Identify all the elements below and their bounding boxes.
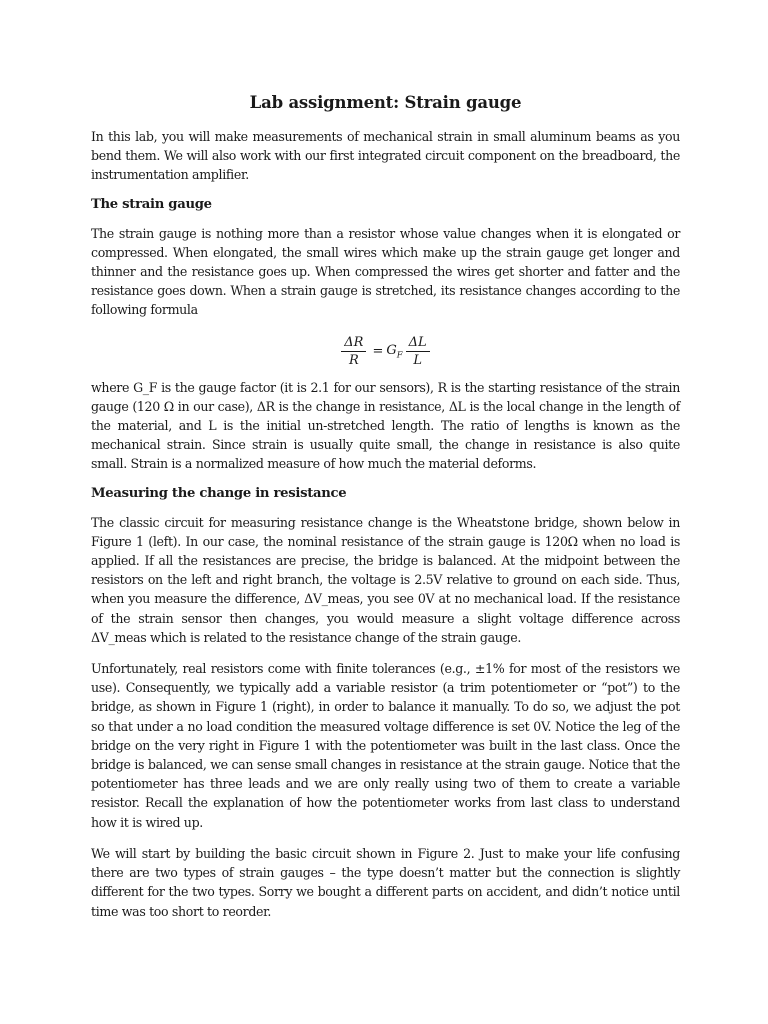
basic-circuit-paragraph: We will start by building the basic circuit shown in Figure 2. Just to make your life confusing there are two types of strain gauges – the type doesn’t matter but the connection is slightly different for the two types. Sorry we bought a different parts on accident, and didn’t notice until time was too short to reorder. (91, 845, 680, 919)
formula-lhs-denominator: R (348, 353, 359, 369)
formula-gauge-factor-symbol: G (386, 342, 397, 358)
gauge-factor-formula (91, 332, 680, 372)
formula-rhs-numerator: ΔL (406, 335, 430, 352)
gauge-factor-explanation-paragraph: where G_F is the gauge factor (it is 2.1 for our sensors), R is the starting resistance of the strain gauge (120 Ω in our case), ΔR is the change in resistance, ΔL is the local change in the length of the material, and L is the initial un-stretched length. The ratio of lengths is known as the mechanical strain. Since strain is usually quite small, the change in resistance is also quite small. Strain is a normalized measure of how much the material deforms. (91, 379, 680, 472)
section-heading-measuring-resistance: Measuring the change in resistance (91, 485, 347, 501)
formula-rhs-fraction (406, 335, 430, 368)
formula-lhs-fraction (341, 335, 366, 368)
strain-gauge-paragraph: The strain gauge is nothing more than a resistor whose value changes when it is elongated or compressed. When elongated, the small wires which make up the strain gauge get longer and thinner and the resistance goes up. When compressed the wires get shorter and fatter and the resistance goes down. When a strain gauge is stretched, its resistance changes according to the following formula (91, 225, 680, 318)
formula-equals: = (372, 344, 384, 360)
formula-gauge-factor (386, 343, 402, 361)
resistor-tolerance-paragraph: Unfortunately, real resistors come with finite tolerances (e.g., ±1% for most of the resistors we use). Consequently, we typically add a variable resistor (a trim potentiometer or “pot”) to the bridge, as shown in Figure 1 (right), in order to balance it manually. To do so, we adjust the pot so that under a no load condition the measured voltage difference is set 0V. Notice the leg of the bridge on the very right in Figure 1 with the potentiometer was built in the last class. Once the bridge is balanced, we can sense small changes in resistance at the strain gauge. Notice that the potentiometer has three leads and we are only really using two of them to create a variable resistor. Recall the explanation of how the potentiometer works from last class to understand how it is wired up. (91, 661, 680, 830)
formula-rhs-denominator: L (413, 353, 422, 369)
wheatstone-bridge-paragraph: The classic circuit for measuring resistance change is the Wheatstone bridge, shown below in Figure 1 (left). In our case, the nominal resistance of the strain gauge is 120Ω when no load is applied. If all the resistances are precise, the bridge is balanced. At the midpoint between the resistors on the left and right branch, the voltage is 2.5V relative to ground on each side. Thus, when you measure the difference, ΔV_meas, you see 0V at no mechanical load. If the resistance of the strain sensor then changes, you would measure a slight voltage difference across ΔV_meas which is related to the resistance change of the strain gauge. (91, 514, 680, 645)
section-heading-strain-gauge: The strain gauge (91, 196, 212, 212)
formula-gauge-factor-subscript: F (396, 350, 403, 361)
intro-paragraph: In this lab, you will make measurements of mechanical strain in small aluminum beams as you bend them. We will also work with our first integrated circuit component on the breadboard, the instrumentation amplifier. (91, 129, 680, 183)
formula-lhs-numerator: ΔR (341, 335, 366, 352)
page-title: Lab assignment: Strain gauge (249, 93, 522, 112)
